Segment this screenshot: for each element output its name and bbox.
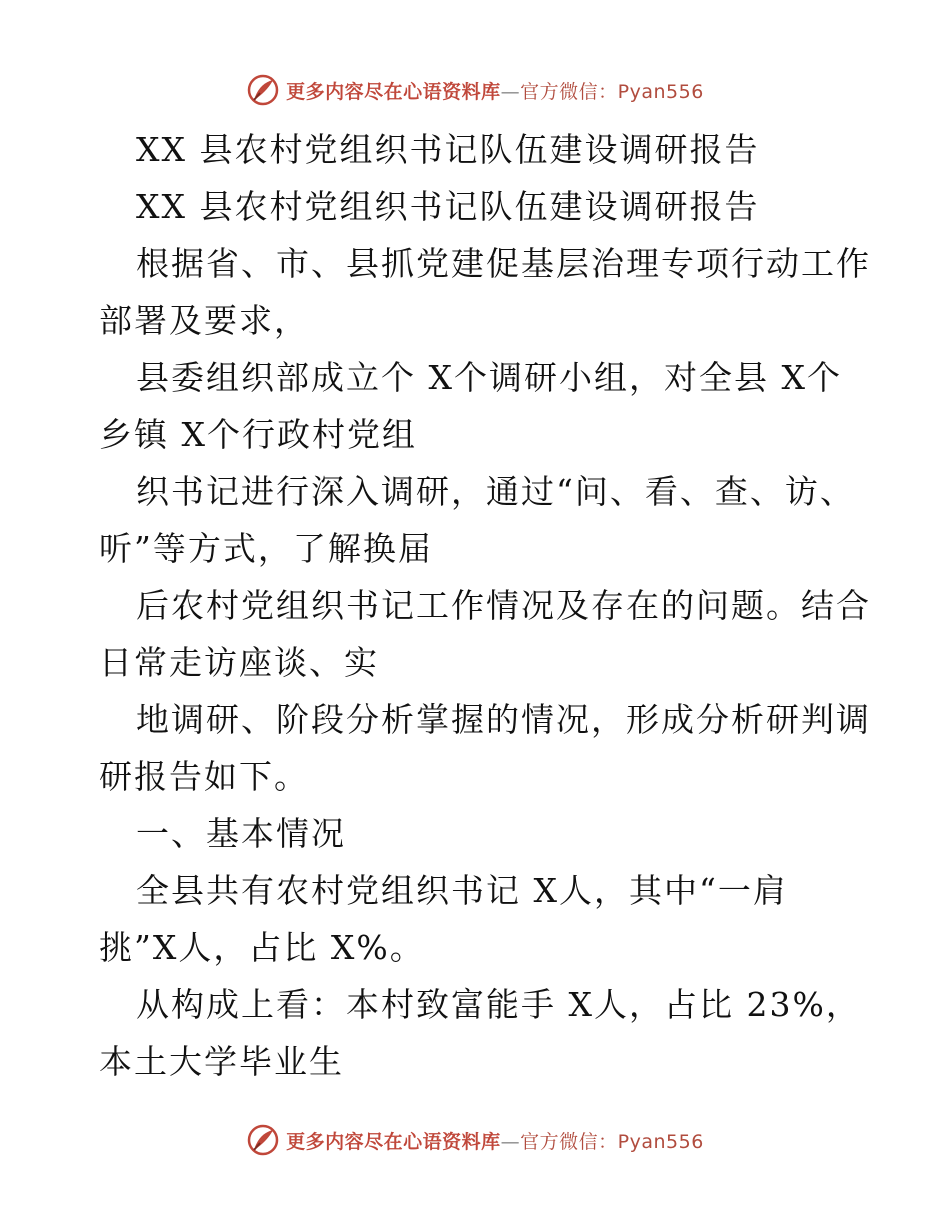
text-line: 部署及要求， — [99, 301, 309, 340]
text-line: 研报告如下。 — [99, 757, 309, 796]
text-line: 全县共有农村党组织书记 X人，其中“一肩 — [136, 871, 788, 910]
text-line: 县委组织部成立个 X个调研小组，对全县 X个 — [136, 358, 842, 397]
footer-watermark — [0, 1120, 950, 1160]
text-line: 乡镇 X个行政村党组 — [99, 415, 417, 454]
text-line: 后农村党组织书记工作情况及存在的问题。结合 — [136, 586, 871, 625]
text-line: 日常走访座谈、实 — [99, 643, 379, 682]
text-line: 一、基本情况 — [136, 814, 346, 853]
feather-pen-circle-icon — [246, 1123, 280, 1157]
text-line: 根据省、市、县抓党建促基层治理专项行动工作 — [136, 244, 871, 283]
text-line: 织书记进行深入调研，通过“问、看、查、访、 — [136, 472, 855, 511]
text-line: XX 县农村党组织书记队伍建设调研报告 — [136, 130, 760, 169]
text-line: 挑”X人，占比 X%。 — [99, 928, 425, 967]
text-line: XX 县农村党组织书记队伍建设调研报告 — [136, 187, 760, 226]
header-watermark — [0, 70, 950, 110]
watermark-text: 更多内容尽在心语资料库—官方微信：Pyan556 — [286, 1130, 704, 1153]
text-line: 听”等方式，了解换届 — [99, 529, 433, 568]
text-line: 地调研、阶段分析掌握的情况，形成分析研判调 — [136, 700, 871, 739]
feather-pen-circle-icon — [246, 73, 280, 107]
text-line: 本土大学毕业生 — [99, 1042, 344, 1081]
text-line: 从构成上看：本村致富能手 X人，占比 23%， — [136, 985, 861, 1024]
watermark-text: 更多内容尽在心语资料库—官方微信：Pyan556 — [286, 80, 704, 103]
document-body — [99, 121, 871, 1090]
